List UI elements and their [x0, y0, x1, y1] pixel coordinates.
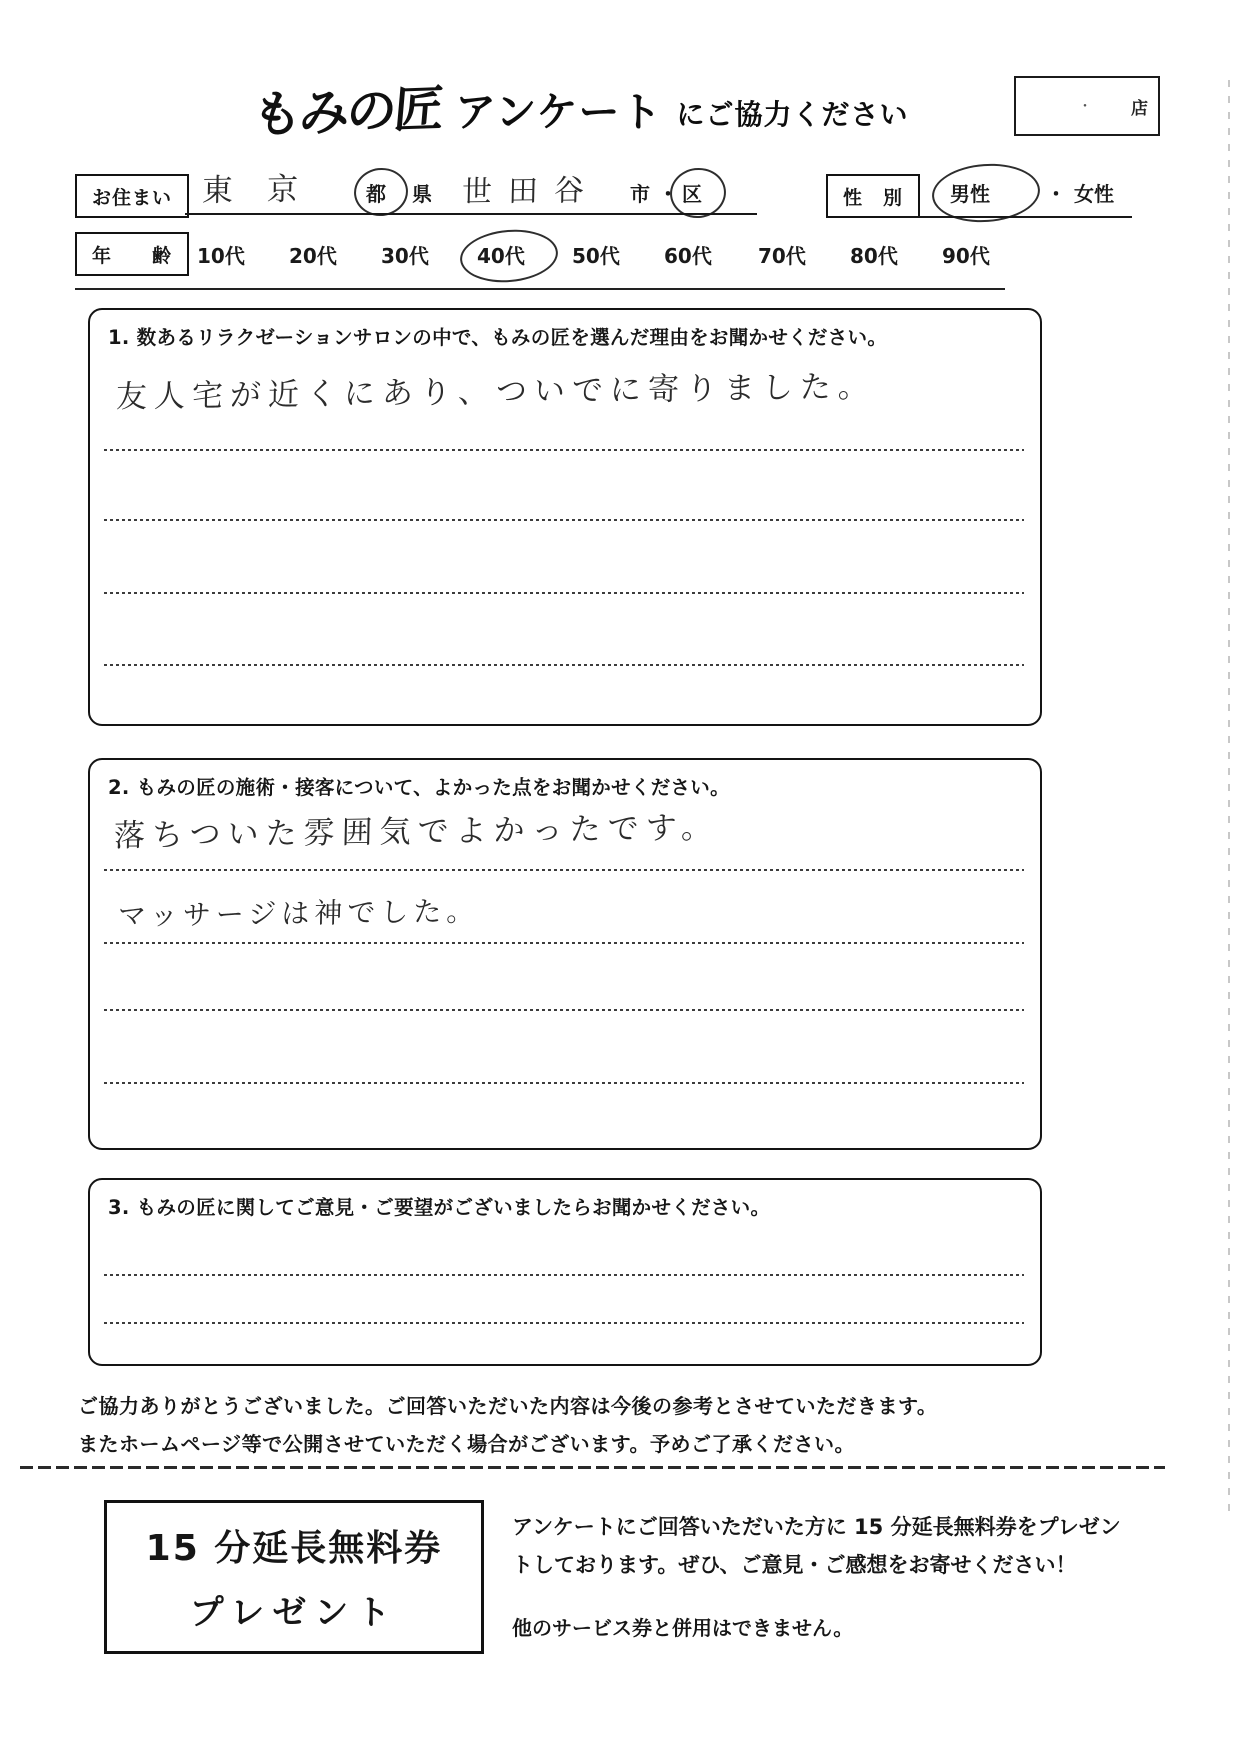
city-option-shi: 市 [630, 182, 650, 206]
coupon-line-2: プレゼント [189, 1593, 399, 1633]
prefecture-option-ken: 県 [412, 182, 432, 206]
answer-line [104, 1082, 1024, 1084]
survey-title-suffix: にご協力ください [676, 98, 909, 131]
gender-option-female: 女性 [1074, 182, 1114, 206]
age-option-20s: 20代 [289, 244, 337, 268]
store-label: 店 [1131, 99, 1148, 119]
age-row-underline [75, 288, 1005, 290]
age-option-50s: 50代 [572, 244, 620, 268]
question-2-number: 2. [108, 776, 130, 799]
question-2-answer-2-handwritten: マッサージは神でした。 [117, 894, 480, 933]
question-3-title [108, 1192, 770, 1220]
promo-text [512, 1508, 1121, 1584]
promo-line-2: トしております。ぜひ、ご意見・ご感想をお寄せください！ [512, 1553, 1077, 1577]
age-label: 年 齢 [91, 244, 172, 267]
residence-underline [185, 213, 757, 215]
dashed-divider [20, 1466, 1165, 1469]
answer-line [104, 592, 1024, 594]
gender-underline [900, 216, 1132, 218]
question-box-3 [88, 1178, 1042, 1366]
age-option-60s: 60代 [664, 244, 712, 268]
age-option-30s: 30代 [381, 244, 429, 268]
age-selection-circle [458, 226, 560, 286]
gender-label-box [826, 174, 920, 218]
gender-separator-dot: ・ [1046, 182, 1066, 206]
brand-logo: もみの匠 [249, 78, 444, 145]
question-2-answer-1-handwritten: 落ちついた雰囲気でよかったです。 [113, 809, 720, 855]
promo-line-1: アンケートにご回答いただいた方に 15 分延長無料券をプレゼン [512, 1515, 1121, 1539]
age-option-70s: 70代 [758, 244, 806, 268]
answer-line [104, 664, 1024, 666]
prefecture-selection-circle [351, 165, 410, 219]
coupon-line-1: 15 分延長無料券 [145, 1528, 443, 1569]
thanks-line-2: またホームページ等で公開させていただく場合がございます。予めご了承ください。 [78, 1432, 855, 1456]
age-option-90s: 90代 [942, 244, 990, 268]
survey-title: アンケート [455, 87, 663, 136]
answer-line [104, 1322, 1024, 1324]
age-option-10s: 10代 [197, 244, 245, 268]
gender-label: 性 別 [842, 186, 903, 209]
question-1-number: 1. [108, 326, 130, 349]
answer-line [104, 869, 1024, 871]
answer-line [104, 449, 1024, 451]
gender-option-male: 男性 [950, 182, 990, 206]
store-name-box [1014, 76, 1160, 136]
age-option-40s: 40代 [477, 244, 525, 268]
answer-line [104, 1274, 1024, 1276]
question-1-title [108, 322, 887, 350]
question-3-text: もみの匠に関してご意見・ご要望がございましたらお聞かせください。 [136, 1196, 771, 1219]
question-1-answer-handwritten: 友人宅が近くにあり、ついでに寄りました。 [115, 368, 877, 416]
question-box-2 [88, 758, 1042, 1150]
question-2-text: もみの匠の施術・接客について、よかった点をお聞かせください。 [136, 776, 730, 799]
header [249, 72, 909, 145]
residence-label: お住まい [91, 186, 172, 209]
age-option-80s: 80代 [850, 244, 898, 268]
store-dot: ・ [1078, 99, 1092, 115]
prefecture-option-to: 都 [366, 182, 386, 206]
scan-artifact-vertical-dashes [1228, 80, 1230, 1520]
city-option-ku: 区 [682, 182, 702, 206]
question-2-title [108, 772, 730, 800]
question-box-1 [88, 308, 1042, 726]
answer-line [104, 942, 1024, 944]
thanks-line-1: ご協力ありがとうございました。ご回答いただいた内容は今後の参考とさせていただきます。 [78, 1394, 938, 1418]
residence-value-handwritten: 東京 [201, 171, 333, 209]
residence-label-box [75, 174, 189, 218]
city-separator-dot: ・ [658, 182, 678, 206]
age-label-box [75, 232, 189, 276]
coupon-box [104, 1500, 484, 1654]
promo-note: 他のサービス券と併用はできません。 [512, 1616, 854, 1640]
answer-line [104, 1009, 1024, 1011]
answer-line [104, 519, 1024, 521]
question-3-number: 3. [108, 1196, 130, 1219]
question-1-text: 数あるリラクゼーションサロンの中で、もみの匠を選んだ理由をお聞かせください。 [136, 326, 888, 349]
district-value-handwritten: 世田谷 [461, 173, 601, 210]
